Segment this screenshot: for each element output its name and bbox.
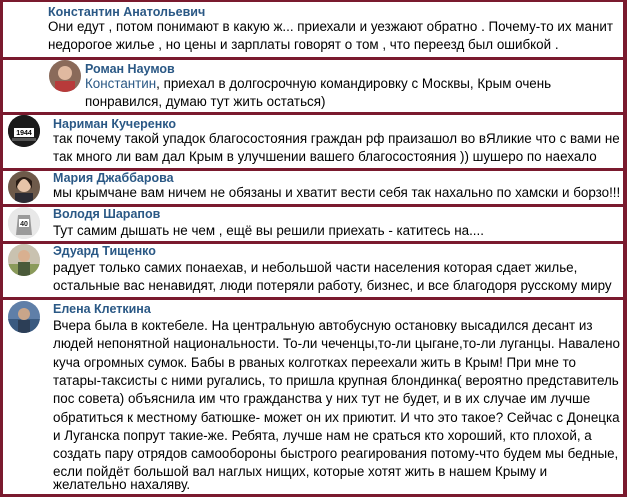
profile-photo-icon xyxy=(8,301,40,333)
comment-text-line: если пойдёт большой вал наглых нищих, которые хотят жить в нашем Крыму и xyxy=(53,464,548,480)
comment-text-line: Вчера была в коктебеле. На центральную автобусную остановку высадился десант из xyxy=(53,318,593,333)
profile-photo-icon xyxy=(8,244,40,276)
comment-author-link[interactable]: Елена Клеткина xyxy=(53,302,151,316)
profile-photo-icon xyxy=(8,207,40,239)
comment-text-line: и Луганска попрут такие-же. Ребята, лучше нам не сраться кто хороший, кто плохой, а xyxy=(53,427,592,443)
profile-photo-icon xyxy=(49,60,81,92)
comment-text-line: Тут самим дышать не чем , ещё вы решили приехать - катитесь на.... xyxy=(53,223,484,238)
avatar[interactable] xyxy=(8,171,40,203)
avatar[interactable] xyxy=(49,60,81,92)
comment xyxy=(3,207,623,241)
comment-reply xyxy=(3,60,623,112)
comment-text-line: недорогое жилье , но цены и зарплаты говорят о том , что переезд был ошибкой . xyxy=(48,37,559,52)
comment-text-line: остальные вас ненавидят, люди потеряли работу, бизнес, и все благодоря русскому миру xyxy=(53,278,612,293)
comment xyxy=(3,171,623,204)
avatar[interactable] xyxy=(8,244,40,276)
comment xyxy=(3,244,623,297)
comment-text-line: мы крымчане вам ничем не обязаны и хватит вести себя так нахально по хамски и борзо!!! xyxy=(53,185,621,200)
avatar[interactable] xyxy=(8,207,40,239)
comment-text-line: желательно нахаляву. xyxy=(53,477,191,492)
svg-text:1944: 1944 xyxy=(16,130,32,137)
reply-mention-link[interactable]: Константин xyxy=(85,76,157,91)
comment-author-link[interactable]: Эдуард Тищенко xyxy=(53,244,156,258)
profile-photo-icon xyxy=(8,171,40,203)
comment-author-link[interactable]: Нариман Кучеренко xyxy=(53,117,177,131)
profile-photo-icon xyxy=(8,115,40,147)
comment-text-line: понравился, думаю тут жить остаться) xyxy=(85,94,326,109)
comment-text-line: создать пару отрядов самообороны быстрого реагирования потому-что будем мы бедные, xyxy=(53,446,619,462)
comment-text-line: обратиться к местному батюшке- может он их приютит. И что это такое? Сейчас с Донецка xyxy=(53,409,620,425)
comment xyxy=(3,115,623,168)
comment-text-line: радует только самих понаехав, и небольшой части населения которая сдает жилье, xyxy=(53,260,578,275)
comment-text-line: так почему такой упадок благосостояния граждан рф праизашол во вЯликие что с вами не xyxy=(53,131,620,146)
comment-text-line: так много ли вам дал Крым в улучшении вашего благосостояния )) шушеро по наехало xyxy=(53,149,597,164)
comment-author-link[interactable]: Володя Шарапов xyxy=(53,207,161,221)
comment-text-line: татары-таксисты с ними ругались, то пришла крупная блондинка( вероятно представитель xyxy=(53,372,619,388)
comment-text-line: пос совета) объяснила им что гражданства у них тут не будет, и в их случае им лучше xyxy=(53,391,591,407)
avatar[interactable] xyxy=(8,2,38,22)
comment xyxy=(3,2,623,57)
avatar[interactable] xyxy=(8,301,40,333)
comment-author-link[interactable]: Константин Анатольевич xyxy=(48,5,206,19)
comment-author-link[interactable]: Роман Наумов xyxy=(85,62,175,76)
svg-text:40: 40 xyxy=(20,221,28,228)
avatar[interactable] xyxy=(8,115,40,147)
comment-text-line: куча огромных сумок. Бабы в рваных колготках переехали жить в Крым! При мне то xyxy=(53,354,576,370)
comment-author-link[interactable]: Мария Джаббарова xyxy=(53,171,174,185)
comment xyxy=(3,300,623,494)
comment-text-line: Они едут , потом понимают в какую ж... приехали и уезжают обратно . Почему-то их манит xyxy=(48,19,613,34)
comment-text-line: Константин, приехал в долгосрочную командировку с Москвы, Крым очень xyxy=(85,76,552,91)
comment-text-line: людей непонятной национальности. То-ли чеченцы,то-ли цыгане,то-ли луганцы. Навалено xyxy=(53,336,620,352)
